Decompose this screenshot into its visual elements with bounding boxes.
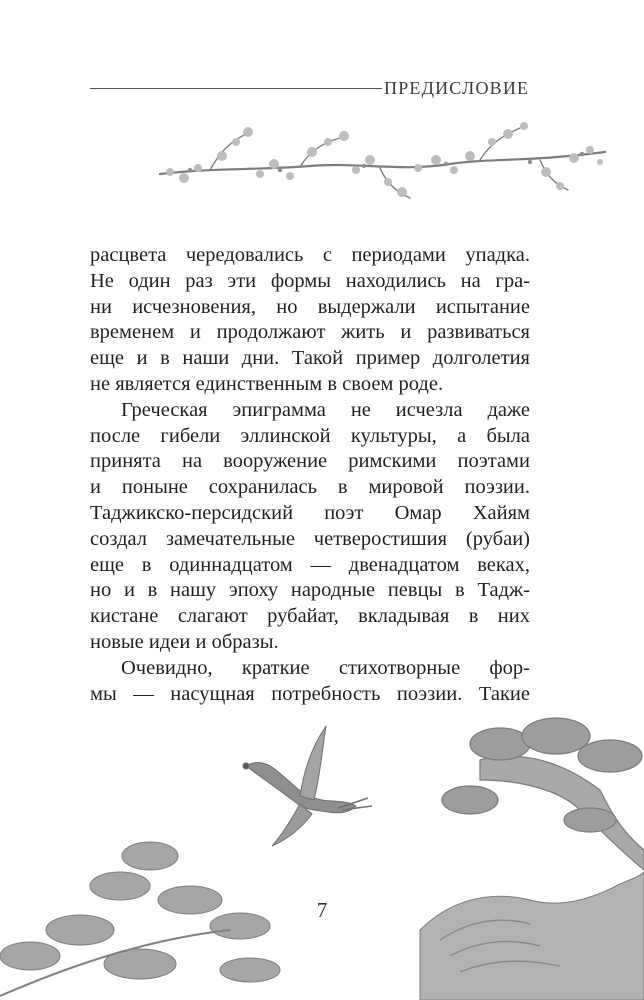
header-rule (90, 88, 382, 89)
text-line: после гибели эллинской культуры, а была (90, 424, 530, 447)
text-line: новые идеи и образы. (90, 630, 279, 653)
text-line: Греческая эпиграмма не исчезла даже (121, 398, 530, 421)
blossom-branch (160, 128, 605, 198)
cherry-blossom-ornament (150, 112, 610, 208)
text-line: но и в нашу эпоху народные певцы в Тадж- (90, 579, 530, 602)
text-line: мы — насущная потребность поэзии. Такие (90, 682, 530, 705)
text-line: Очевидно, краткие стихотворные фор- (121, 656, 530, 679)
pine-tree (442, 718, 644, 870)
text-line: Таджикско-персидский поэт Омар Хайям (90, 501, 530, 524)
text-line: создал замечательные четверостишия (рубаи) (90, 527, 530, 550)
text-line: не является единственным в своем роде. (90, 372, 444, 395)
paragraph (90, 243, 530, 398)
text-line: кистане слагают рубайат, вкладывая в них (90, 605, 530, 628)
waves (420, 872, 644, 1000)
crane-pine-waves-illustration (0, 700, 644, 1000)
text-line: принята на вооружение римскими поэтами (90, 450, 530, 473)
running-header-title: ПРЕДИСЛОВИЕ (384, 78, 530, 98)
page-number: 7 (316, 898, 328, 922)
text-line: еще и в наши дни. Такой пример долголетия (90, 347, 530, 370)
text-line: еще в одиннадцатом — двенадцатом веках, (90, 553, 530, 576)
text-line: расцвета чередовались с периодами упадка. (90, 244, 530, 266)
paragraph (90, 398, 530, 656)
crane-icon (243, 726, 372, 846)
text-line: ни исчезновения, но выдержали испытание (90, 295, 530, 318)
text-line: временем и продолжают жить и развиваться (90, 321, 530, 344)
body-text (90, 243, 530, 707)
text-line: и поныне сохранилась в мировой поэзии. (90, 476, 530, 499)
text-line: Не один раз эти формы находились на гра- (90, 269, 530, 292)
blossoms (166, 122, 603, 197)
